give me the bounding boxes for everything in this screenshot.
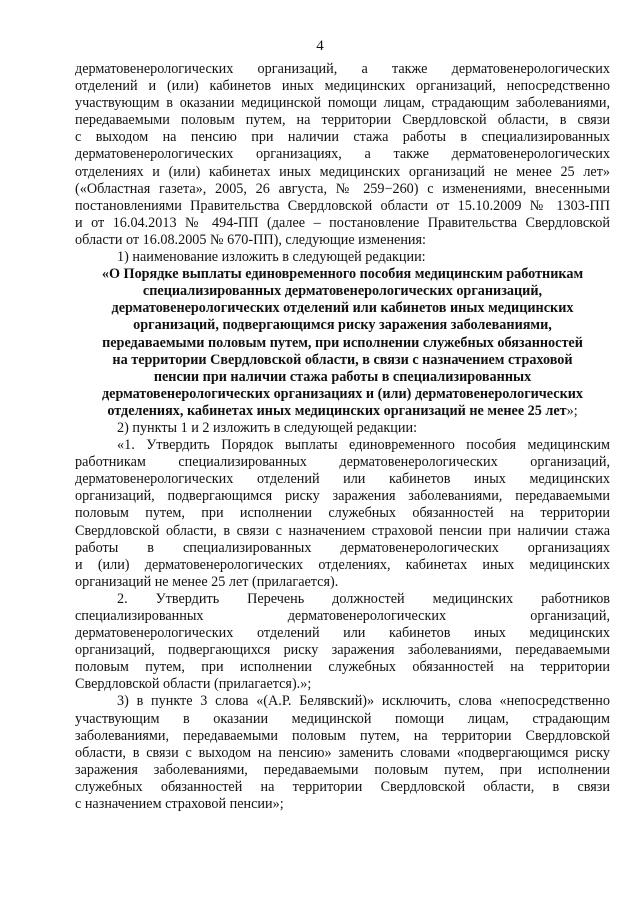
text-line: участвующим в оказании медицинской помощи лицам, страдающим заболеваниями, bbox=[75, 95, 610, 112]
text-line bbox=[75, 352, 610, 369]
text-line: заражения заболеваниями, передаваемыми половым путем, при исполнении bbox=[75, 761, 610, 778]
text-line: половым путем, при исполнении служебных обязанностей на территории bbox=[75, 505, 610, 522]
text-line: работы в специализированных дерматовенерологических организациях bbox=[75, 539, 610, 556]
bold-title-text: дерматовенерологических отделений или кабинетов иных медицинских bbox=[111, 300, 574, 317]
text-line bbox=[75, 283, 610, 300]
text-line: служебных обязанностей на территории Свердловской области, в связи bbox=[75, 778, 610, 795]
bold-title-text: организаций, подвергающимся риску заражения заболеваниями, bbox=[133, 317, 552, 334]
text-line: специализированных дерматовенерологических организаций, bbox=[75, 608, 610, 624]
text-line: области, в связи с выходом на пенсию» заменить словами «подвергающимся риску bbox=[75, 744, 610, 761]
text-line bbox=[75, 300, 610, 317]
text-line: дерматовенерологических организациях, а также дерматовенерологических bbox=[75, 146, 610, 163]
text-line: организаций не менее 25 лет (прилагается). bbox=[75, 573, 339, 590]
text-line: организаций, подвергающимся риску заражения заболеваниями, передаваемыми bbox=[75, 488, 610, 505]
text-line: 3) в пункте 3 слова «(А.Р. Белявский)» исключить, слова «непосредственно bbox=[117, 693, 610, 710]
text-line bbox=[75, 335, 610, 352]
text-line bbox=[75, 369, 610, 386]
text-line: отделений и (или) кабинетов иных медицинских организаций, непосредственно bbox=[75, 78, 610, 95]
text-line: 2. Утвердить Перечень должностей медицинских работников bbox=[117, 590, 610, 607]
text-line bbox=[75, 317, 610, 334]
text-line: дерматовенерологических отделений или кабинетов иных медицинских bbox=[75, 471, 610, 488]
text-line: отделениях и (или) кабинетах иных медицинских организаций не менее 25 лет» bbox=[75, 163, 610, 180]
text-line: «1. Утвердить Порядок выплаты единовременного пособия медицинским bbox=[117, 437, 610, 454]
text-line bbox=[75, 386, 610, 403]
bold-title-text: дерматовенерологических организациях и (или) дерматовенерологических bbox=[101, 385, 584, 402]
text-line: («Областная газета», 2005, 26 августа, № 259−260) с изменениями, внесенными bbox=[75, 180, 610, 197]
text-line: дерматовенерологических организаций, а также дерматовенерологических bbox=[75, 61, 610, 77]
text-line: половым путем, при исполнении служебных обязанностей на территории bbox=[75, 659, 610, 676]
text-line: и (или) дерматовенерологических отделениях, кабинетах иных медицинских bbox=[75, 556, 610, 573]
text-line: работникам специализированных дерматовенерологических организаций, bbox=[75, 454, 610, 471]
text-line: Свердловской области, в связи с назначением страховой пенсии при наличии стажа bbox=[75, 522, 610, 539]
text-line bbox=[75, 266, 610, 283]
text-line: с выходом на пенсию при наличии стажа работы в специализированных bbox=[75, 129, 610, 146]
text-line: области от 16.08.2005 № 670-ПП), следующие изменения: bbox=[75, 231, 426, 248]
text-line: Свердловской области (прилагается).»; bbox=[75, 676, 312, 693]
text-line: 1) наименование изложить в следующей редакции: bbox=[117, 249, 426, 266]
text-line bbox=[75, 403, 610, 420]
text-line: с назначением страховой пенсии»; bbox=[75, 796, 284, 813]
text-line: дерматовенерологических отделений или кабинетов иных медицинских bbox=[75, 625, 610, 642]
text-line: 2) пункты 1 и 2 изложить в следующей редакции: bbox=[117, 419, 418, 436]
title-closing-quote: »; bbox=[566, 402, 578, 419]
text-line: и от 16.04.2013 № 494-ПП (далее – постановление Правительства Свердловской bbox=[75, 214, 610, 231]
text-line: постановлениями Правительства Свердловской области от 15.10.2009 № 1303-ПП bbox=[75, 197, 610, 214]
bold-title-text: отделениях, кабинетах иных медицинских организаций не менее 25 лет bbox=[107, 402, 567, 419]
text-line: организаций, подвергающихся риску заражения заболеваниями, передаваемыми bbox=[75, 642, 610, 659]
document-body bbox=[75, 61, 610, 813]
text-line: участвующим в оказании медицинской помощи лицам, страдающим bbox=[75, 710, 610, 727]
text-line: заболеваниями, передаваемыми половым путем, на территории Свердловской bbox=[75, 727, 610, 744]
bold-title-text: «О Порядке выплаты единовременного пособия медицинским работникам bbox=[101, 266, 584, 283]
bold-title-text: специализированных дерматовенерологических организаций, bbox=[142, 283, 543, 300]
page-number: 4 bbox=[316, 38, 324, 54]
bold-title-text: передаваемыми половым путем, при исполнении служебных обязанностей bbox=[102, 334, 583, 351]
bold-title-text: пенсии при наличии стажа работы в специализированных bbox=[153, 368, 532, 385]
text-line: передаваемыми половым путем, на территории Свердловской области, в связи bbox=[75, 112, 610, 129]
bold-title-text: на территории Свердловской области, в связи с назначением страховой bbox=[112, 351, 573, 368]
